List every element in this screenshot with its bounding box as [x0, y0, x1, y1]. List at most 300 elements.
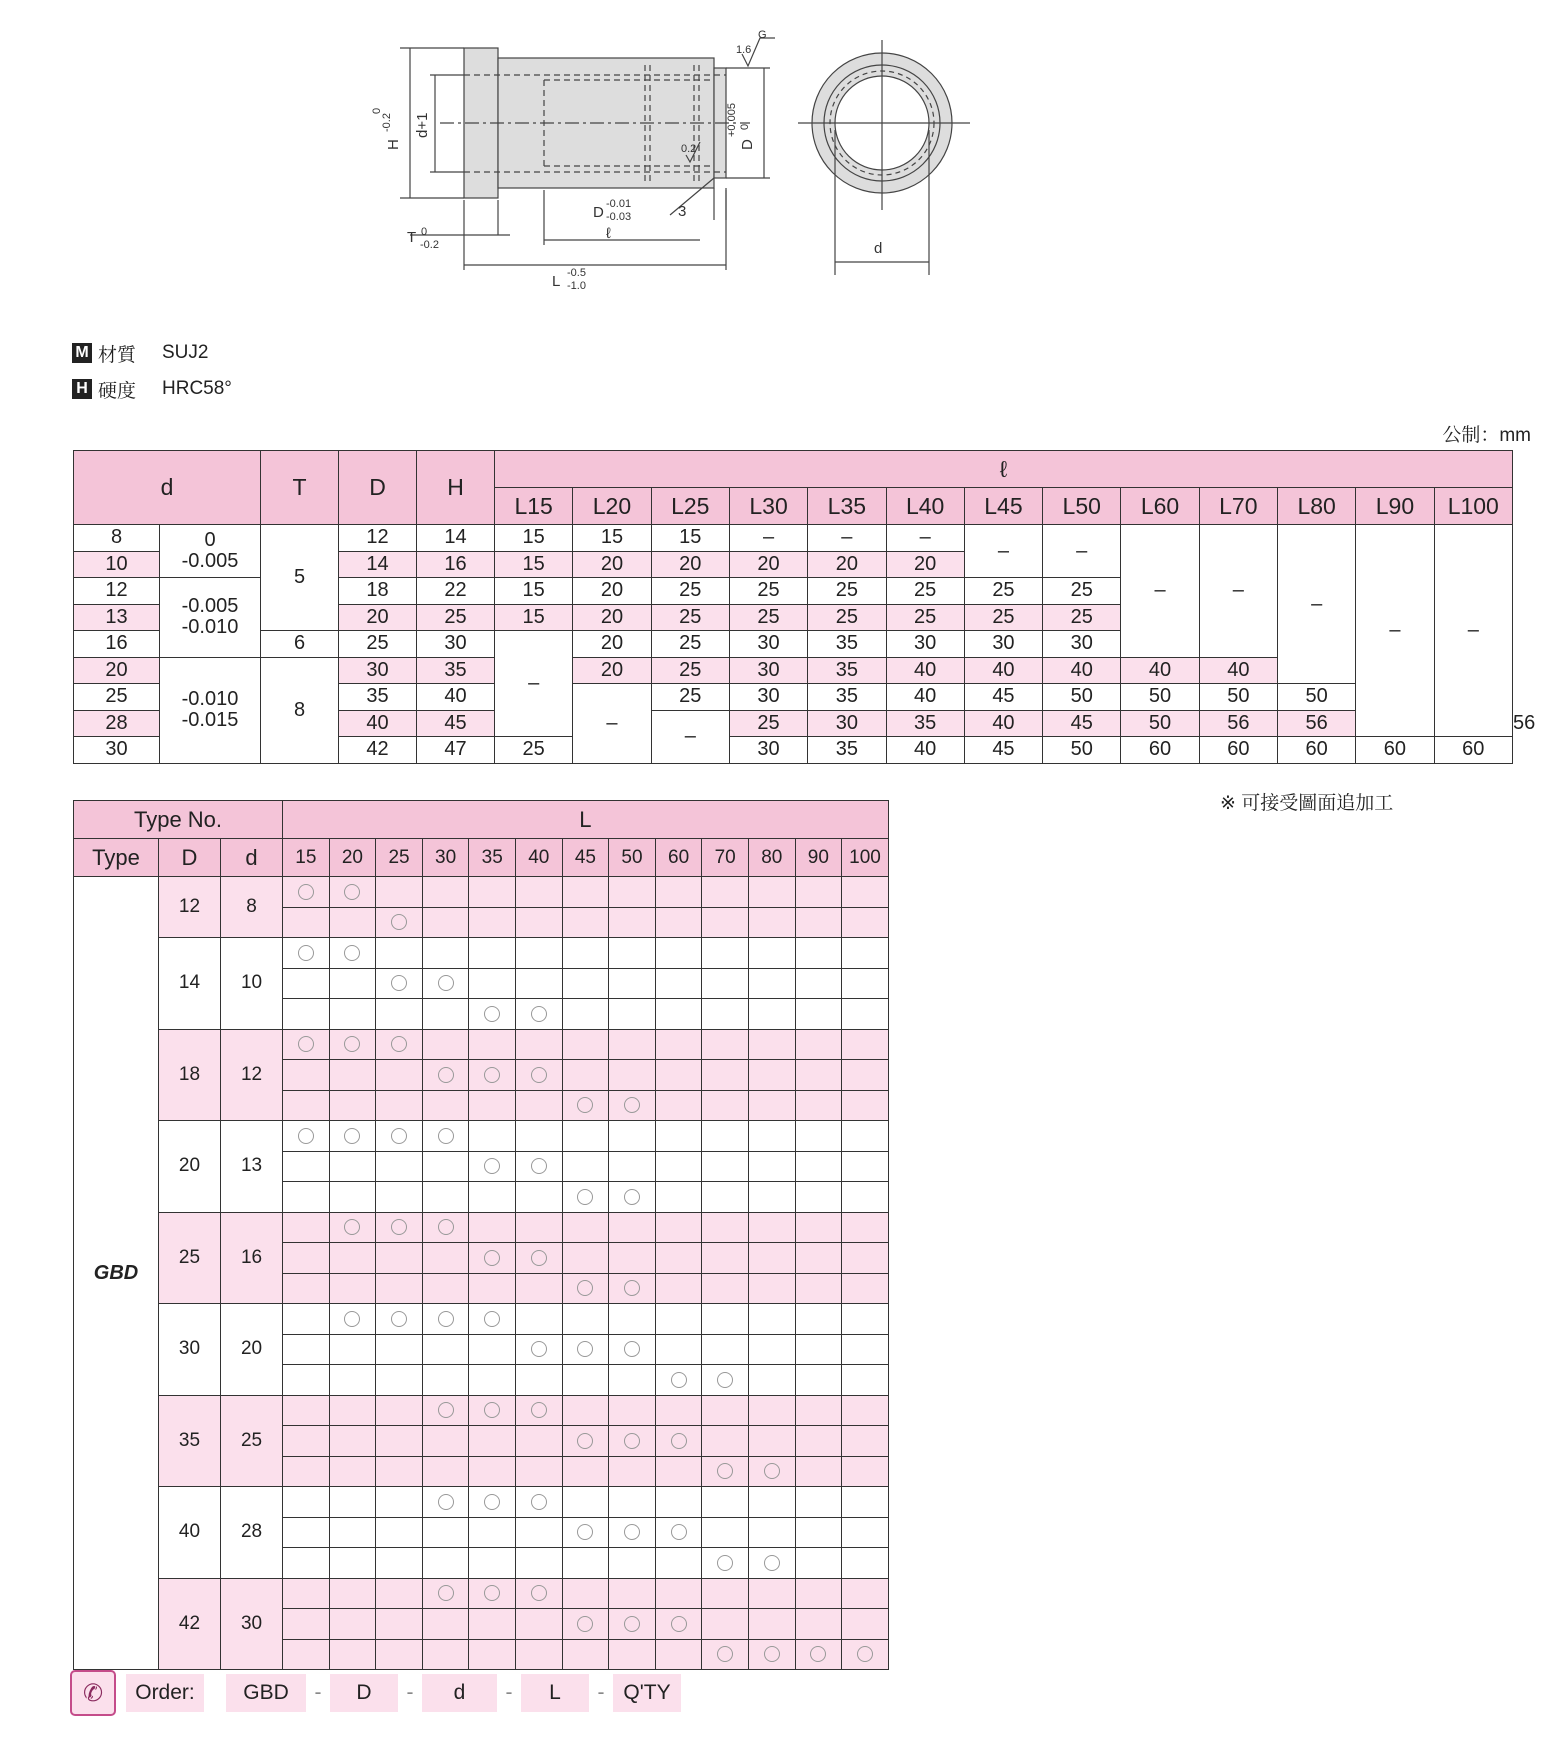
availability-cell — [795, 1517, 842, 1548]
cell-tolerance — [160, 578, 261, 658]
available-mark-icon — [298, 1128, 314, 1144]
availability-cell — [376, 1273, 423, 1304]
available-mark-icon — [484, 1585, 500, 1601]
available-mark-icon — [577, 1616, 593, 1632]
available-mark-icon — [764, 1646, 780, 1662]
cell-D: 35 — [159, 1395, 221, 1487]
availability-cell — [376, 1365, 423, 1396]
availability-cell — [562, 1639, 609, 1670]
availability-cell — [655, 1639, 702, 1670]
svg-text:G: G — [758, 29, 767, 41]
availability-cell — [329, 1395, 376, 1426]
svg-text:-0.03: -0.03 — [606, 211, 632, 223]
availability-cell — [609, 1517, 656, 1548]
available-mark-icon — [717, 1463, 733, 1479]
availability-cell — [562, 1487, 609, 1518]
cell-dash: – — [495, 631, 573, 737]
availability-cell — [329, 999, 376, 1030]
cell-l-value: 45 — [1043, 710, 1121, 737]
availability-cell — [655, 999, 702, 1030]
cell-d: 16 — [221, 1212, 283, 1304]
dimension-table: d T D H ℓ L15 L20 L25 L30 L35 L40 L45 L50 L60 L70 L80 L90 L100 8 0 -0.005 5 12 14 15 15 15 – – – – – – – – – – 10 14 16 15 20 20 20 20 20 12 -0.005 -0.010 18 22 15 20 25 25 25 25 25 25 13 20 25 15 20 25 25 25 25 25 25 16 6 25 30 – 20 25 30 35 30 30 30 20 -0.010 -0.015 8 30 35 20 25 30 35 40 40 40 40 40 25 35 40 – 25 30 35 40 45 50 50 50 50 28 40 45 – 25 30 35 40 45 50 56 56 56 30 42 47 25 30 35 40 45 50 60 60 60 60 60 — [73, 450, 1513, 764]
availability-cell — [329, 1151, 376, 1182]
availability-cell — [283, 1151, 330, 1182]
material-specs — [72, 338, 232, 410]
header-L-100: 100 — [842, 839, 889, 877]
availability-cell — [748, 1426, 795, 1457]
availability-cell — [562, 907, 609, 938]
availability-cell — [469, 1304, 516, 1335]
cell-l-value: 20 — [573, 578, 651, 605]
available-mark-icon — [484, 1250, 500, 1266]
availability-cell — [469, 1334, 516, 1365]
availability-cell — [516, 1395, 563, 1426]
svg-text:-0.2: -0.2 — [420, 239, 439, 251]
header-D2: D — [159, 839, 221, 877]
availability-cell — [795, 968, 842, 999]
available-mark-icon — [624, 1616, 640, 1632]
svg-text:-0.2: -0.2 — [381, 113, 393, 132]
availability-cell — [795, 1151, 842, 1182]
cell-l-value: 50 — [1277, 684, 1355, 711]
availability-cell — [609, 1090, 656, 1121]
cell-l-value: 30 — [729, 684, 807, 711]
order-sep: - — [406, 1681, 414, 1704]
availability-cell — [283, 1517, 330, 1548]
availability-cell — [702, 1639, 749, 1670]
availability-cell — [516, 877, 563, 908]
svg-text:D: D — [593, 204, 604, 221]
material-value: SUJ2 — [162, 342, 209, 363]
availability-cell — [702, 938, 749, 969]
availability-cell — [376, 1578, 423, 1609]
availability-cell — [562, 999, 609, 1030]
availability-cell — [655, 1029, 702, 1060]
header-H: H — [417, 451, 495, 525]
availability-cell — [469, 999, 516, 1030]
cell-D: 30 — [159, 1304, 221, 1396]
cell-l-value: 60 — [1277, 737, 1355, 764]
available-mark-icon — [438, 1067, 454, 1083]
availability-cell — [422, 999, 469, 1030]
availability-cell — [609, 1273, 656, 1304]
availability-cell — [748, 968, 795, 999]
availability-cell — [516, 1212, 563, 1243]
availability-cell — [609, 1365, 656, 1396]
availability-cell — [283, 907, 330, 938]
cell-l-value: 25 — [808, 604, 886, 631]
available-mark-icon — [624, 1433, 640, 1449]
available-mark-icon — [344, 1036, 360, 1052]
cell-tolerance — [160, 525, 261, 578]
availability-cell — [748, 1212, 795, 1243]
availability-cell — [748, 1456, 795, 1487]
svg-text:H: H — [385, 139, 402, 150]
availability-cell — [795, 907, 842, 938]
available-mark-icon — [438, 1494, 454, 1510]
availability-cell — [469, 877, 516, 908]
availability-cell — [329, 1212, 376, 1243]
availability-cell — [516, 968, 563, 999]
availability-cell — [329, 1243, 376, 1274]
available-mark-icon — [344, 1219, 360, 1235]
availability-cell — [376, 907, 423, 938]
cell-l-value: 25 — [651, 657, 729, 684]
cell-l-value: 50 — [1043, 737, 1121, 764]
availability-cell — [469, 968, 516, 999]
cell-D: 25 — [339, 631, 417, 658]
availability-cell — [842, 1639, 889, 1670]
header-L35: L35 — [808, 488, 886, 525]
availability-cell — [469, 907, 516, 938]
svg-text:+0.005: +0.005 — [726, 103, 738, 137]
available-mark-icon — [531, 1158, 547, 1174]
availability-cell — [422, 1151, 469, 1182]
availability-cell — [795, 1090, 842, 1121]
available-mark-icon — [531, 1341, 547, 1357]
availability-cell — [842, 1609, 889, 1640]
availability-cell — [655, 1243, 702, 1274]
availability-cell — [795, 1487, 842, 1518]
availability-cell — [702, 1182, 749, 1213]
cell-D: 20 — [339, 604, 417, 631]
availability-cell — [609, 1212, 656, 1243]
availability-cell — [655, 1182, 702, 1213]
cell-d: 20 — [74, 657, 160, 684]
header-L60: L60 — [1121, 488, 1199, 525]
availability-cell — [469, 1578, 516, 1609]
availability-cell — [795, 1243, 842, 1274]
availability-cell — [376, 1182, 423, 1213]
cell-D: 14 — [339, 551, 417, 578]
availability-cell — [283, 1273, 330, 1304]
cell-l-value: 30 — [964, 631, 1042, 658]
availability-cell — [702, 1548, 749, 1579]
cell-H: 47 — [417, 737, 495, 764]
available-mark-icon — [764, 1555, 780, 1571]
availability-cell — [329, 1487, 376, 1518]
header-L-70: 70 — [702, 839, 749, 877]
availability-cell — [842, 1090, 889, 1121]
availability-cell — [748, 1304, 795, 1335]
cell-l-value: 15 — [495, 604, 573, 631]
header-L-60: 60 — [655, 839, 702, 877]
available-mark-icon — [344, 945, 360, 961]
available-mark-icon — [810, 1646, 826, 1662]
availability-cell — [609, 907, 656, 938]
material-row — [72, 338, 232, 368]
availability-cell — [283, 1121, 330, 1152]
availability-cell — [748, 999, 795, 1030]
cell-H: 35 — [417, 657, 495, 684]
availability-cell — [376, 1517, 423, 1548]
availability-cell — [283, 999, 330, 1030]
availability-cell — [376, 1548, 423, 1579]
cell-l-value: 20 — [886, 551, 964, 578]
availability-cell — [376, 1334, 423, 1365]
availability-cell — [702, 1426, 749, 1457]
availability-cell — [702, 1517, 749, 1548]
availability-cell — [329, 1365, 376, 1396]
availability-cell — [702, 1060, 749, 1091]
header-l: ℓ — [495, 451, 1513, 488]
availability-cell — [795, 1426, 842, 1457]
availability-cell — [842, 1121, 889, 1152]
availability-cell — [376, 968, 423, 999]
cell-d: 25 — [221, 1395, 283, 1487]
header-L15: L15 — [495, 488, 573, 525]
cell-l-value: 20 — [729, 551, 807, 578]
header-L30: L30 — [729, 488, 807, 525]
availability-cell — [655, 1212, 702, 1243]
cell-dash: – — [1121, 525, 1199, 658]
available-mark-icon — [577, 1097, 593, 1113]
cell-l-value: 45 — [964, 684, 1042, 711]
availability-cell — [748, 1517, 795, 1548]
availability-cell — [795, 1273, 842, 1304]
available-mark-icon — [438, 1402, 454, 1418]
availability-cell — [795, 1456, 842, 1487]
header-T: T — [261, 451, 339, 525]
available-mark-icon — [531, 1402, 547, 1418]
availability-cell — [376, 1395, 423, 1426]
availability-cell — [562, 1365, 609, 1396]
availability-cell — [842, 1487, 889, 1518]
availability-cell — [283, 1456, 330, 1487]
availability-cell — [422, 1548, 469, 1579]
cell-d: 28 — [221, 1487, 283, 1579]
availability-cell — [609, 968, 656, 999]
availability-cell — [795, 1121, 842, 1152]
cell-D: 40 — [339, 710, 417, 737]
cell-H: 14 — [417, 525, 495, 552]
available-mark-icon — [624, 1341, 640, 1357]
availability-cell — [469, 1395, 516, 1426]
availability-cell — [562, 1609, 609, 1640]
cell-l-value: 40 — [886, 684, 964, 711]
availability-cell — [283, 1609, 330, 1640]
availability-cell — [516, 1426, 563, 1457]
header-L90: L90 — [1356, 488, 1434, 525]
cell-l-value: 20 — [573, 551, 651, 578]
available-mark-icon — [624, 1280, 640, 1296]
availability-cell — [609, 877, 656, 908]
cell-H: 25 — [417, 604, 495, 631]
availability-cell — [376, 1212, 423, 1243]
cell-l-value: 15 — [495, 578, 573, 605]
order-part-D: D — [330, 1674, 398, 1712]
availability-cell — [795, 1029, 842, 1060]
header-L-35: 35 — [469, 839, 516, 877]
availability-cell — [609, 1182, 656, 1213]
availability-cell — [702, 1121, 749, 1152]
available-mark-icon — [671, 1433, 687, 1449]
availability-cell — [562, 1304, 609, 1335]
availability-cell — [376, 1639, 423, 1670]
availability-cell — [702, 1609, 749, 1640]
bushing-drawing — [371, 10, 1080, 310]
availability-cell — [748, 1151, 795, 1182]
availability-cell — [283, 1029, 330, 1060]
availability-cell — [376, 1243, 423, 1274]
cell-d: 13 — [74, 604, 160, 631]
header-L-20: 20 — [329, 839, 376, 877]
availability-cell — [329, 1121, 376, 1152]
cell-d: 30 — [74, 737, 160, 764]
cell-d: 12 — [74, 578, 160, 605]
cell-l-value: 35 — [808, 684, 886, 711]
header-type: Type — [74, 839, 159, 877]
availability-cell — [655, 1121, 702, 1152]
cell-dash: – — [1199, 525, 1277, 658]
cell-l-value: 25 — [886, 604, 964, 631]
availability-cell — [329, 968, 376, 999]
cell-l-value: 56 — [1199, 710, 1277, 737]
availability-cell — [562, 1517, 609, 1548]
svg-text:T: T — [407, 229, 417, 246]
availability-cell — [469, 1517, 516, 1548]
cell-D: 35 — [339, 684, 417, 711]
availability-cell — [283, 1548, 330, 1579]
cell-l-value: 25 — [729, 578, 807, 605]
cell-d: 13 — [221, 1121, 283, 1213]
available-mark-icon — [717, 1555, 733, 1571]
availability-cell — [562, 1334, 609, 1365]
header-L100: L100 — [1434, 488, 1512, 525]
tolerance-lower: -0.015 — [181, 709, 239, 731]
availability-cell — [329, 1517, 376, 1548]
availability-cell — [329, 1334, 376, 1365]
availability-cell — [748, 1609, 795, 1640]
availability-cell — [842, 968, 889, 999]
availability-cell — [469, 1121, 516, 1152]
header-L-30: 30 — [422, 839, 469, 877]
svg-text:3: 3 — [678, 203, 687, 220]
tolerance-upper: 0 — [204, 529, 216, 551]
order-sep: - — [597, 1681, 605, 1704]
svg-text:d: d — [874, 240, 883, 257]
availability-cell — [655, 938, 702, 969]
availability-cell — [842, 1395, 889, 1426]
hardness-label: 硬度 — [98, 380, 137, 402]
availability-cell — [655, 1060, 702, 1091]
availability-cell — [516, 1487, 563, 1518]
availability-cell — [748, 1639, 795, 1670]
availability-cell — [609, 1578, 656, 1609]
availability-cell — [842, 938, 889, 969]
cell-l-value: – — [886, 525, 964, 552]
header-type-no: Type No. — [74, 801, 283, 839]
availability-cell — [329, 1182, 376, 1213]
availability-cell — [748, 1334, 795, 1365]
availability-cell — [283, 1578, 330, 1609]
availability-cell — [469, 1639, 516, 1670]
availability-cell — [469, 1090, 516, 1121]
cell-l-value: 30 — [808, 710, 886, 737]
availability-cell — [655, 1548, 702, 1579]
available-mark-icon — [717, 1372, 733, 1388]
availability-cell — [655, 1365, 702, 1396]
availability-cell — [702, 1578, 749, 1609]
availability-cell — [516, 1365, 563, 1396]
header-L50: L50 — [1043, 488, 1121, 525]
availability-cell — [842, 1182, 889, 1213]
availability-cell — [283, 877, 330, 908]
availability-cell — [283, 1487, 330, 1518]
cell-d: 10 — [221, 938, 283, 1030]
availability-cell — [283, 1395, 330, 1426]
header-d: d — [74, 451, 261, 525]
availability-cell — [329, 1090, 376, 1121]
cell-D: 14 — [159, 938, 221, 1030]
availability-cell — [795, 1334, 842, 1365]
type-name: GBD — [74, 877, 159, 1670]
header-L40: L40 — [886, 488, 964, 525]
availability-cell — [842, 1151, 889, 1182]
availability-cell — [655, 907, 702, 938]
availability-cell — [283, 1334, 330, 1365]
availability-cell — [748, 907, 795, 938]
availability-cell — [748, 1029, 795, 1060]
order-sep: - — [505, 1681, 513, 1704]
cell-d: 10 — [74, 551, 160, 578]
availability-cell — [469, 1273, 516, 1304]
availability-cell — [329, 907, 376, 938]
cell-l-value: 30 — [729, 737, 807, 764]
availability-cell — [422, 1121, 469, 1152]
svg-text:0: 0 — [371, 107, 383, 114]
cell-dash: – — [964, 525, 1042, 578]
cell-D: 40 — [159, 1487, 221, 1579]
available-mark-icon — [438, 975, 454, 991]
availability-cell — [376, 1609, 423, 1640]
cell-H: 45 — [417, 710, 495, 737]
cell-dash: – — [1434, 525, 1512, 737]
cell-dash: – — [1043, 525, 1121, 578]
cell-H: 22 — [417, 578, 495, 605]
cell-l-value: 50 — [1199, 684, 1277, 711]
cell-l-value: 60 — [1121, 737, 1199, 764]
cell-l-value: 35 — [808, 657, 886, 684]
availability-cell — [655, 1578, 702, 1609]
cell-T: 6 — [261, 631, 339, 658]
cell-D: 30 — [339, 657, 417, 684]
availability-cell — [842, 999, 889, 1030]
header-L-90: 90 — [795, 839, 842, 877]
availability-cell — [748, 1060, 795, 1091]
unit-note: 公制：mm — [1442, 425, 1531, 446]
availability-cell — [748, 1487, 795, 1518]
availability-cell — [283, 1639, 330, 1670]
cell-l-value: 40 — [1199, 657, 1277, 684]
available-mark-icon — [438, 1311, 454, 1327]
header-L-25: 25 — [376, 839, 423, 877]
availability-cell — [748, 1121, 795, 1152]
cell-l-value: 30 — [729, 631, 807, 658]
available-mark-icon — [391, 1311, 407, 1327]
availability-cell — [516, 1151, 563, 1182]
availability-cell — [376, 1029, 423, 1060]
available-mark-icon — [484, 1006, 500, 1022]
availability-cell — [748, 1090, 795, 1121]
cell-l-value: 20 — [573, 631, 651, 658]
cell-l-value: 25 — [808, 578, 886, 605]
availability-cell — [795, 1548, 842, 1579]
cell-l-value: 15 — [495, 551, 573, 578]
availability-cell — [469, 1151, 516, 1182]
availability-cell — [329, 1456, 376, 1487]
availability-cell — [795, 877, 842, 908]
